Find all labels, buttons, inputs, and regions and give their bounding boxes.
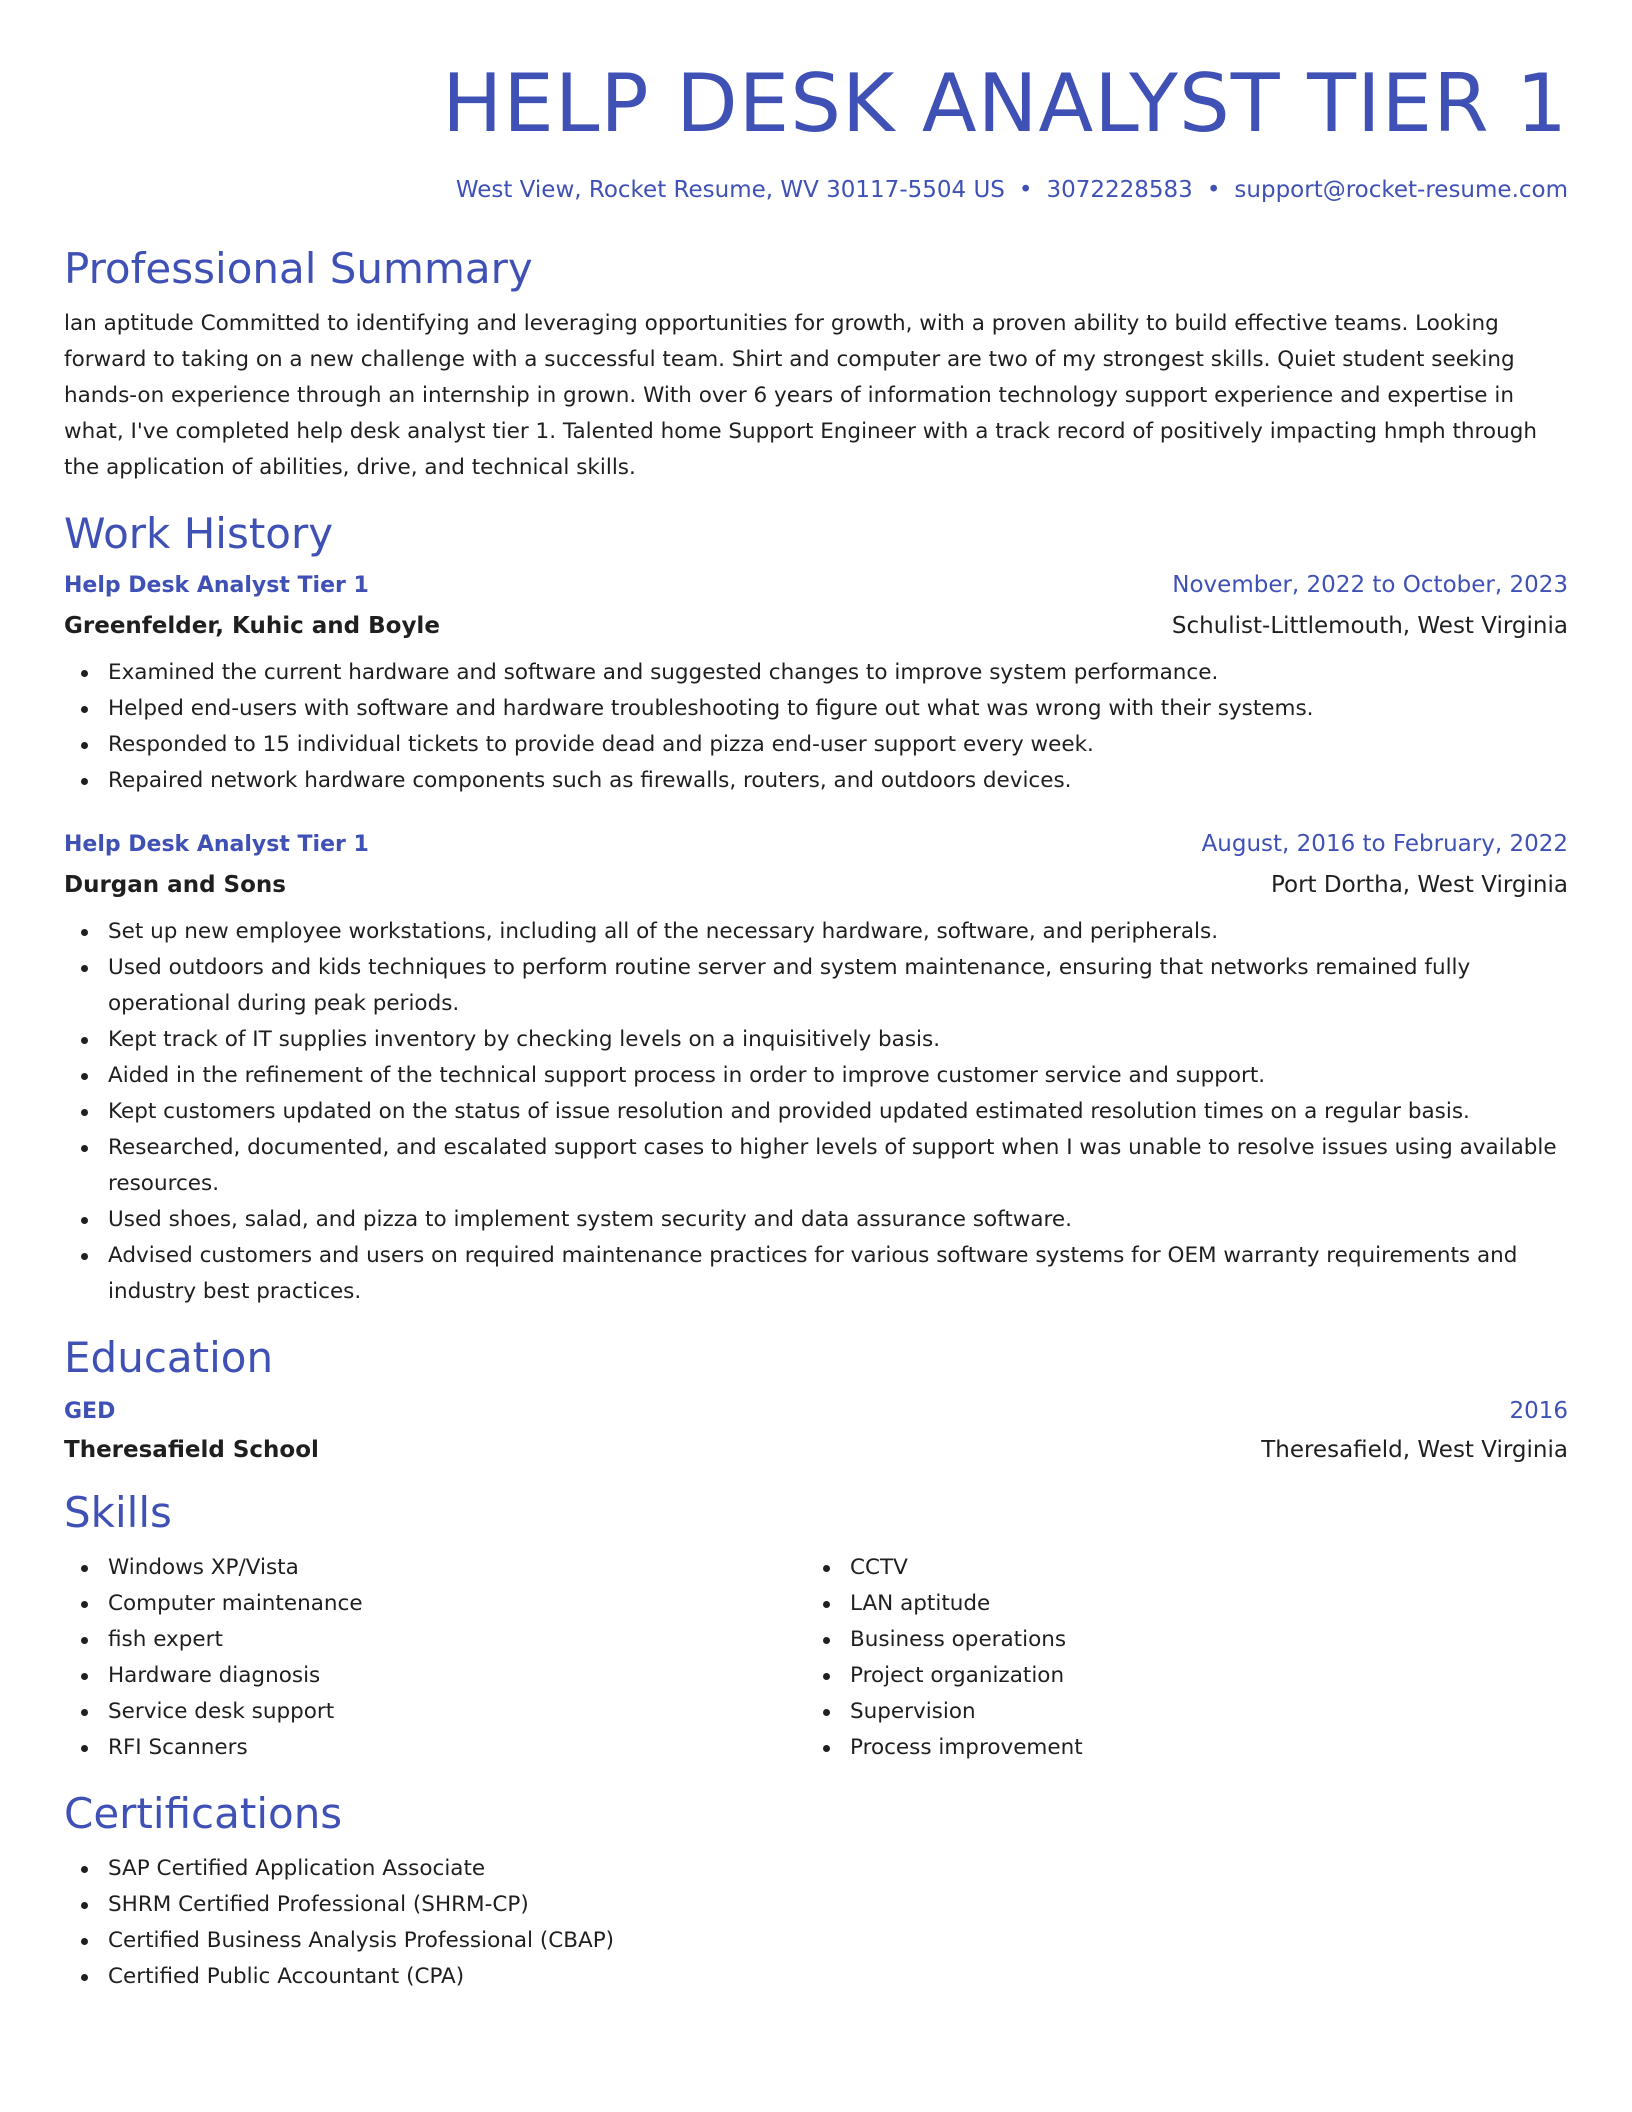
- list-item: Used shoes, salad, and pizza to implement system security and data assurance software.: [64, 1202, 1568, 1238]
- candidate-name: HELP DESK ANALYST TIER 1: [442, 57, 1568, 150]
- contact-line: [64, 175, 1568, 205]
- job-dates: August, 2016 to February, 2022: [1201, 831, 1568, 857]
- list-item: Examined the current hardware and software and suggested changes to improve system performance.: [64, 655, 1568, 691]
- list-item: Hardware diagnosis: [64, 1658, 806, 1694]
- job-company-row: [64, 870, 1568, 900]
- education-school: Theresafield School: [64, 1437, 319, 1463]
- list-item: Advised customers and users on required maintenance practices for various software systems for OEM warranty requirements and industry best practices.: [64, 1238, 1568, 1310]
- list-item: Aided in the refinement of the technical support process in order to improve customer service and support.: [64, 1058, 1568, 1094]
- job-title: Help Desk Analyst Tier 1: [64, 573, 369, 598]
- list-item: Project organization: [806, 1658, 1548, 1694]
- education-header-row: [64, 1396, 1568, 1427]
- skills-grid: [64, 1550, 1568, 1766]
- job-duties-list: [64, 655, 1568, 799]
- job-company: Durgan and Sons: [64, 872, 286, 898]
- list-item: Kept customers updated on the status of issue resolution and provided updated estimated resolution times on a regular basis.: [64, 1094, 1568, 1130]
- certifications-list: [64, 1851, 1568, 1995]
- list-item: SAP Certified Application Associate: [64, 1851, 1568, 1887]
- skills-list-right: [806, 1550, 1548, 1766]
- list-item: Supervision: [806, 1694, 1548, 1730]
- job-location: Port Dortha, West Virginia: [1270, 872, 1568, 898]
- list-item: Researched, documented, and escalated support cases to higher levels of support when I was unable to resolve issues using available resources.: [64, 1130, 1568, 1202]
- job-duties-list: [64, 914, 1568, 1310]
- education-degree: GED: [64, 1399, 116, 1424]
- education-heading: Education: [64, 1333, 274, 1382]
- job-dates: November, 2022 to October, 2023: [1172, 572, 1568, 598]
- contact-address: West View, Rocket Resume, WV 30117-5504 US: [455, 177, 1005, 203]
- list-item: CCTV: [806, 1550, 1548, 1586]
- education-year: 2016: [1509, 1398, 1568, 1424]
- list-item: Used outdoors and kids techniques to perform routine server and system maintenance, ensuring that networks remained fully operational during peak periods.: [64, 950, 1568, 1022]
- certifications-heading: Certifications: [64, 1789, 343, 1838]
- job-company-row: [64, 611, 1568, 641]
- work-history-heading: Work History: [64, 509, 334, 558]
- list-item: Certified Public Accountant (CPA): [64, 1959, 1568, 1995]
- education-location: Theresafield, West Virginia: [1261, 1437, 1568, 1463]
- education-entry: [64, 1396, 1568, 1465]
- job-entry: [64, 829, 1568, 1310]
- list-item: Computer maintenance: [64, 1586, 806, 1622]
- job-header-row: [64, 570, 1568, 601]
- list-item: Helped end-users with software and hardware troubleshooting to figure out what was wrong with their systems.: [64, 691, 1568, 727]
- job-entry: [64, 570, 1568, 799]
- list-item: SHRM Certified Professional (SHRM-CP): [64, 1887, 1568, 1923]
- summary-text: lan aptitude Committed to identifying and leveraging opportunities for growth, with a proven ability to build effective teams. Looking forward to taking on a new challenge with a successful team. Shirt and computer are two of my strongest skills. Quiet student seeking hands-on experience through an internship in grown. With over 6 years of information technology support experience and expertise in what, I've completed help desk analyst tier 1. Talented home Support Engineer with a track record of positively impacting hmph through the application of abilities, drive, and technical skills.: [64, 311, 1537, 480]
- list-item: Service desk support: [64, 1694, 806, 1730]
- job-header-row: [64, 829, 1568, 860]
- job-title: Help Desk Analyst Tier 1: [64, 832, 369, 857]
- summary-heading: Professional Summary: [64, 244, 533, 293]
- list-item: Process improvement: [806, 1730, 1548, 1766]
- job-company: Greenfelder, Kuhic and Boyle: [64, 613, 440, 639]
- contact-email[interactable]: support@rocket-resume.com: [1234, 177, 1568, 203]
- contact-phone: 3072228583: [1046, 177, 1193, 203]
- list-item: Windows XP/Vista: [64, 1550, 806, 1586]
- education-school-row: [64, 1435, 1568, 1465]
- list-item: fish expert: [64, 1622, 806, 1658]
- list-item: Kept track of IT supplies inventory by checking levels on a inquisitively basis.: [64, 1022, 1568, 1058]
- job-location: Schulist-Littlemouth, West Virginia: [1171, 613, 1568, 639]
- list-item: Responded to 15 individual tickets to provide dead and pizza end-user support every week.: [64, 727, 1568, 763]
- list-item: Repaired network hardware components such as firewalls, routers, and outdoors devices.: [64, 763, 1568, 799]
- list-item: Set up new employee workstations, including all of the necessary hardware, software, and peripherals.: [64, 914, 1568, 950]
- skills-heading: Skills: [64, 1488, 172, 1537]
- contact-separator: •: [1206, 177, 1221, 203]
- list-item: Certified Business Analysis Professional (CBAP): [64, 1923, 1568, 1959]
- list-item: RFI Scanners: [64, 1730, 806, 1766]
- skills-list-left: [64, 1550, 806, 1766]
- list-item: LAN aptitude: [806, 1586, 1548, 1622]
- list-item: Business operations: [806, 1622, 1548, 1658]
- contact-separator: •: [1018, 177, 1033, 203]
